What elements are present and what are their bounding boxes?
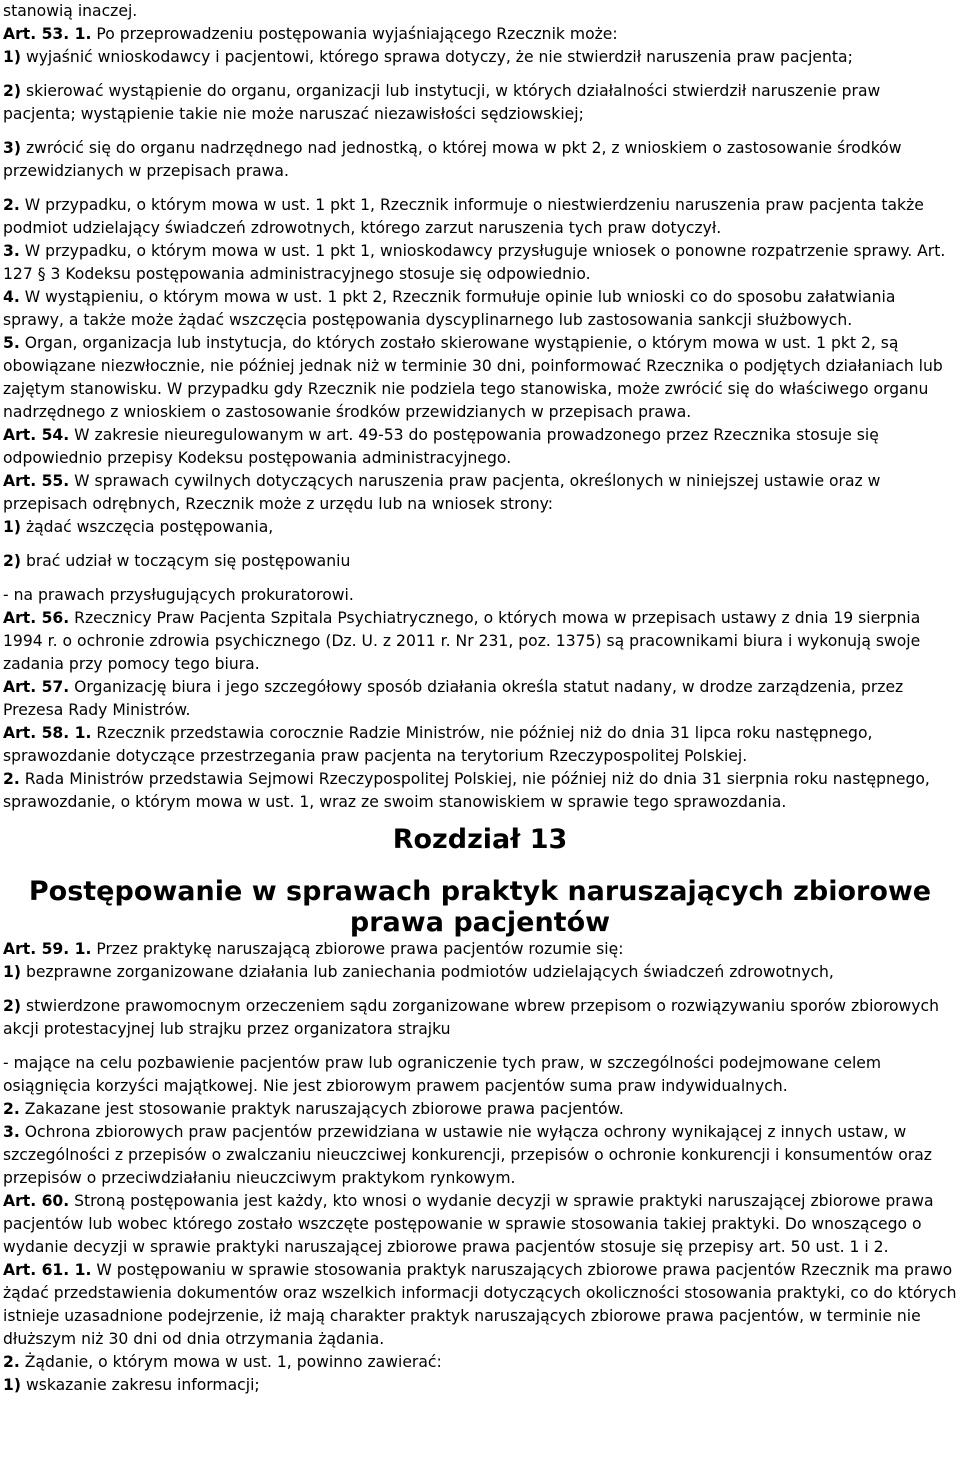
paragraph [3,961,957,984]
provision-label: 2. [3,1353,20,1371]
paragraph [3,1374,957,1397]
paragraph [3,0,957,23]
provision-label: Art. 57. [3,678,70,696]
provision-label: Art. 60. [3,1192,70,1210]
paragraph-text: W wystąpieniu, o którym mowa w ust. 1 pkt 2, Rzecznik formułuje opinie lub wnioski co do sposobu załatwiania sprawy, a także może żądać wszczęcia postępowania dyscyplinarnego lub zastosowania sankcji służbowych. [3,288,896,329]
paragraph [3,286,957,332]
paragraph [3,470,957,516]
paragraph-text: Stroną postępowania jest każdy, kto wnosi o wydanie decyzji w sprawie praktyki naruszającej zbiorowe prawa pacjentów lub wobec którego zostało wszczęte postępowanie w sprawie stosowania takiej praktyki. Do wnoszącego o wydanie decyzji w sprawie praktyki naruszającej zbiorowe prawa pacjentów stosuje się przepisy art. 50 ust. 1 i 2. [3,1192,934,1256]
chapter-heading: Rozdział 13 [392,824,568,855]
paragraph [3,46,957,69]
paragraph-text: stwierdzone prawomocnym orzeczeniem sądu zorganizowane wbrew przepisom o rozwiązywaniu sporów zbiorowych akcji protestacyjnej lub strajku przez organizatora strajku [3,997,939,1038]
provision-label: 2) [3,82,21,100]
paragraph [3,995,957,1041]
paragraph-text: W postępowaniu w sprawie stosowania praktyk naruszających zbiorowe prawa pacjentów Rzecznik ma prawo żądać przedstawienia dokumentów oraz wszelkich informacji dotyczących okoliczności stosowania praktyki, co do których istnieje uzasadnione podejrzenie, iż mają charakter praktyk naruszających zbiorowe prawa pacjentów, w terminie nie dłuższym niż 30 dni od dnia otrzymania żądania. [3,1261,957,1348]
paragraph [3,1121,957,1190]
provision-label: 2. [3,196,20,214]
paragraph-text: - na prawach przysługujących prokuratorowi. [3,586,354,604]
paragraph [3,516,957,539]
paragraph-text: wyjaśnić wnioskodawcy i pacjentowi, którego sprawa dotyczy, że nie stwierdził naruszenia praw pacjenta; [20,48,853,66]
provision-label: 2. [3,770,20,788]
paragraph-text: W sprawach cywilnych dotyczących naruszenia praw pacjenta, określonych w niniejszej ustawie oraz w przepisach odrębnych, Rzecznik może z urzędu lub na wniosek strony: [3,472,881,513]
paragraph-text: Zakazane jest stosowanie praktyk naruszających zbiorowe prawa pacjentów. [19,1100,624,1118]
paragraph [3,1190,957,1259]
paragraph-text: Rada Ministrów przedstawia Sejmowi Rzeczypospolitej Polskiej, nie później niż do dnia 31 sierpnia roku następnego, sprawozdanie, o którym mowa w ust. 1, wraz ze swoim stanowiskiem w sprawie tego sprawozdania. [3,770,930,811]
provision-label: 1) [3,963,21,981]
paragraph [3,80,957,126]
paragraph-text: skierować wystąpienie do organu, organizacji lub instytucji, w których działalności stwierdził naruszenie praw pacjenta; wystąpienie takie nie może naruszać niezawisłości sędziowskiej; [3,82,881,123]
paragraph-text: W przypadku, o którym mowa w ust. 1 pkt 1, Rzecznik informuje o niestwierdzeniu naruszenia praw pacjenta także podmiot udzielający świadczeń zdrowotnych, którego zarzut naruszenia tych praw dotyczył. [3,196,924,237]
chapter-title: Postępowanie w sprawach praktyk naruszających zbiorowe prawa pacjentów [28,876,932,938]
paragraph [3,584,957,607]
paragraph-text: bezprawne zorganizowane działania lub zaniechania podmiotów udzielających świadczeń zdrowotnych, [20,963,834,981]
paragraph [3,768,957,814]
provision-label: 3) [3,139,21,157]
provision-label: Art. 55. [3,472,70,490]
paragraph-text: Przez praktykę naruszającą zbiorowe prawa pacjentów rozumie się: [91,940,624,958]
paragraph [3,722,957,768]
paragraph-text: W przypadku, o którym mowa w ust. 1 pkt 1, wnioskodawcy przysługuje wniosek o ponowne rozpatrzenie sprawy. Art. 127 § 3 Kodeksu postępowania administracyjnego stosuje się odpowiednio. [3,242,946,283]
paragraph-text: Ochrona zbiorowych praw pacjentów przewidziana w ustawie nie wyłącza ochrony wynikającej z innych ustaw, w szczególności z przepisów o zwalczaniu nieuczciwej konkurencji, przepisów o ochronie konkurencji i konsumentów oraz przepisów o przeciwdziałaniu nieuczciwym praktykom rynkowym. [3,1123,932,1187]
paragraph [3,1259,957,1351]
provision-label: Art. 61. 1. [3,1261,92,1279]
paragraph-text: zwrócić się do organu nadrzędnego nad jednostką, o której mowa w pkt 2, z wnioskiem o zastosowanie środków przewidzianych w przepisach prawa. [3,139,902,180]
provision-label: 1) [3,1376,21,1394]
paragraph-text: W zakresie nieuregulowanym w art. 49-53 do postępowania prowadzonego przez Rzecznika stosuje się odpowiednio przepisy Kodeksu postępowania administracyjnego. [3,426,879,467]
provision-label: 2) [3,552,21,570]
provision-label: 3. [3,1123,20,1141]
provision-label: 5. [3,334,20,352]
paragraph [3,550,957,573]
provision-label: 2) [3,997,21,1015]
provision-label: Art. 56. [3,609,70,627]
paragraph [3,424,957,470]
paragraph [3,1351,957,1374]
paragraph-text: żądać wszczęcia postępowania, [20,518,274,536]
paragraph [3,137,957,183]
provision-label: 3. [3,242,20,260]
paragraph [3,1052,957,1098]
paragraph-text: Po przeprowadzeniu postępowania wyjaśniającego Rzecznik może: [91,25,618,43]
paragraph-text: Rzecznicy Praw Pacjenta Szpitala Psychiatrycznego, o których mowa w przepisach ustawy z dnia 19 sierpnia 1994 r. o ochronie zdrowia psychicznego (Dz. U. z 2011 r. Nr 231, poz. 1375) są pracownikami biura i wykonują swoje zadania przy pomocy tego biura. [3,609,921,673]
paragraph-text: Żądanie, o którym mowa w ust. 1, powinno zawierać: [19,1353,442,1371]
paragraph-text: stanowią inaczej. [3,2,138,20]
paragraph-text: Rzecznik przedstawia corocznie Radzie Ministrów, nie później niż do dnia 31 lipca roku następnego, sprawozdanie dotyczące przestrzegania praw pacjenta na terytorium Rzeczypospolitej Polskiej. [3,724,873,765]
paragraph-text: Organ, organizacja lub instytucja, do których zostało skierowane wystąpienie, o którym mowa w ust. 1 pkt 2, są obowiązane niezwłocznie, nie później jednak niż w terminie 30 dni, poinformować Rzecznika o podjętych działaniach lub zajętym stanowisku. W przypadku gdy Rzecznik nie podziela tego stanowiska, może zwrócić się do właściwego organu nadrzędnego z wnioskiem o zastosowanie środków przewidzianych w przepisach prawa. [3,334,943,421]
provision-label: Art. 58. 1. [3,724,92,742]
provision-label: Art. 53. 1. [3,25,92,43]
paragraph [3,607,957,676]
provision-label: Art. 54. [3,426,70,444]
paragraph [3,1098,957,1121]
paragraph-text: Organizację biura i jego szczegółowy sposób działania określa statut nadany, w drodze zarządzenia, przez Prezesa Rady Ministrów. [3,678,904,719]
paragraph [3,332,957,424]
paragraph-text: wskazanie zakresu informacji; [20,1376,260,1394]
paragraph [3,676,957,722]
provision-label: Art. 59. 1. [3,940,92,958]
paragraph [3,240,957,286]
paragraph-text: brać udział w toczącym się postępowaniu [20,552,351,570]
provision-label: 2. [3,1100,20,1118]
provision-label: 1) [3,48,21,66]
paragraph-text: - mające na celu pozbawienie pacjentów praw lub ograniczenie tych praw, w szczególności podejmowane celem osiągnięcia korzyści majątkowej. Nie jest zbiorowym prawem pacjentów suma praw indywidualnych. [3,1054,882,1095]
paragraph [3,194,957,240]
provision-label: 4. [3,288,20,306]
provision-label: 1) [3,518,21,536]
paragraph [3,938,957,961]
paragraph [3,23,957,46]
